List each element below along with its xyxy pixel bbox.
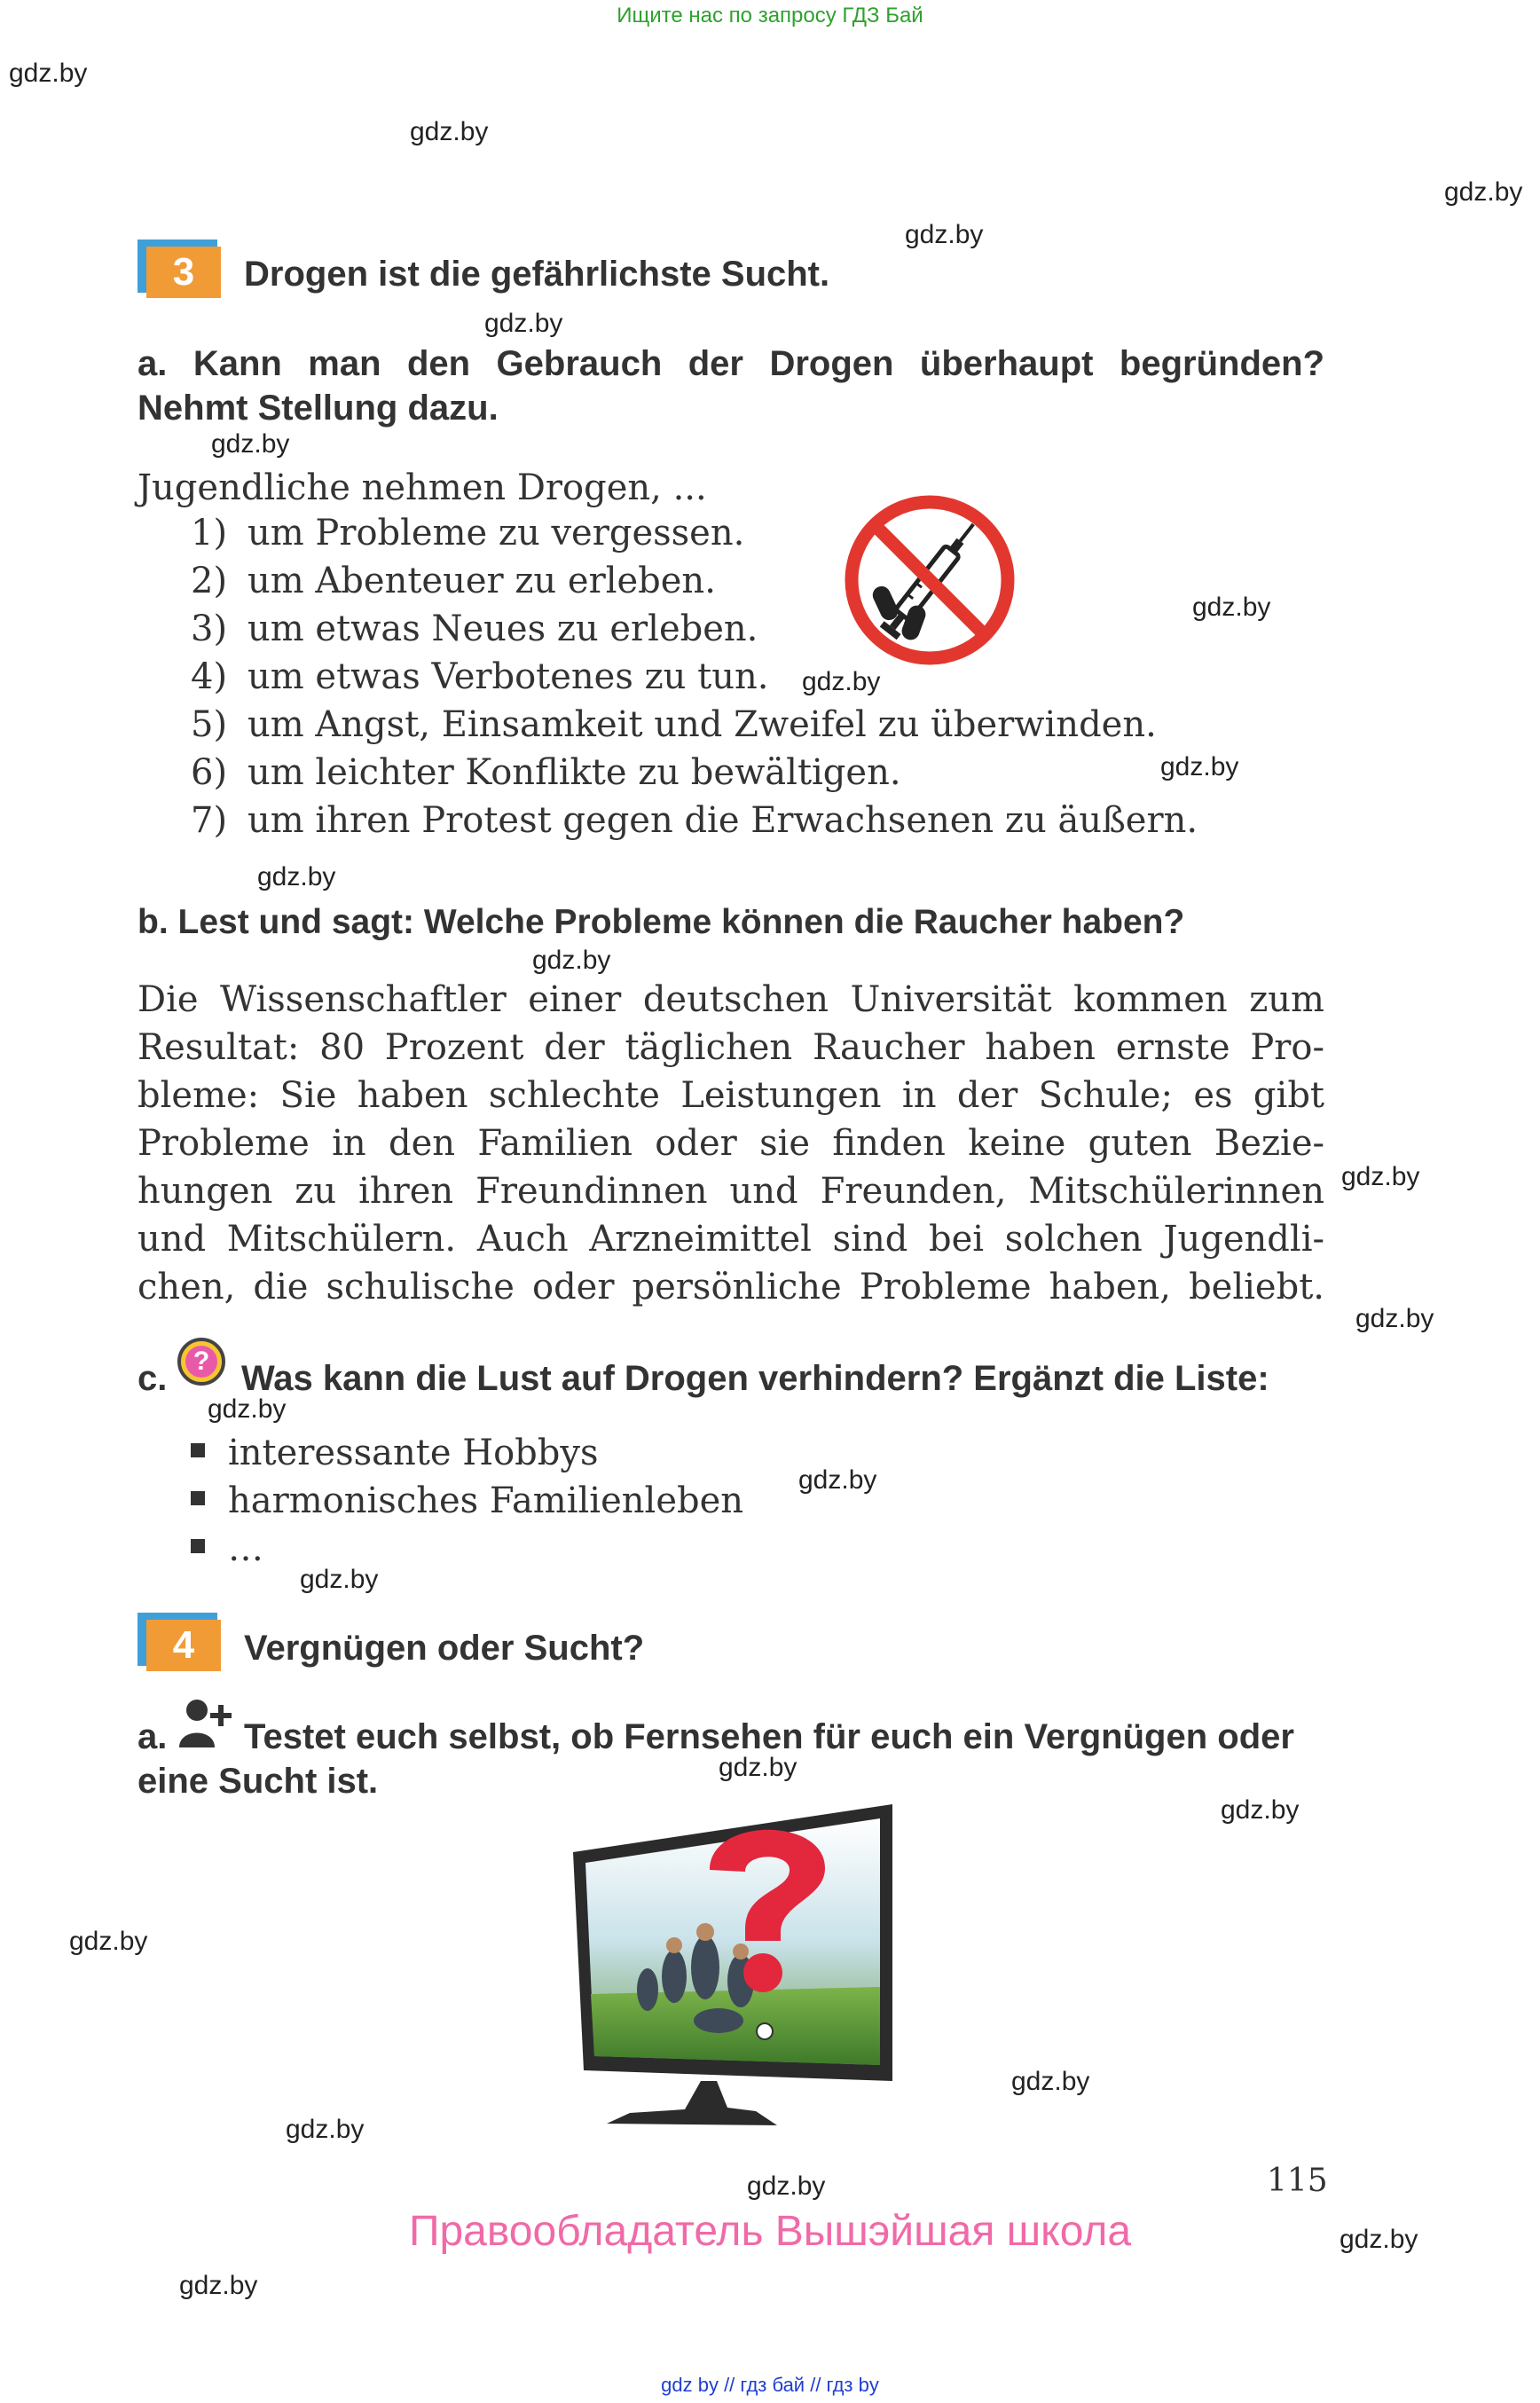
list-item: [191, 704, 1157, 745]
list-item-number: 7): [191, 800, 228, 841]
watermark: gdz.by: [1221, 1795, 1300, 1825]
watermark: gdz.by: [802, 667, 881, 696]
list-item-text: …: [228, 1528, 263, 1569]
list-item: [191, 609, 758, 649]
paragraph-line: bleme: Sie haben schlechte Leistungen in der Schule; es gibt: [138, 1075, 1324, 1116]
list-item-number: 2): [191, 561, 228, 601]
watermark: gdz.by: [798, 1465, 877, 1495]
watermark: gdz.by: [1160, 752, 1239, 781]
add-person-icon: [177, 1696, 234, 1749]
list-item-text: um Angst, Einsamkeit und Zweifel zu überwinden.: [248, 704, 1157, 745]
tv-football-illustration: [568, 1799, 896, 2129]
list-item-number: 6): [191, 752, 228, 793]
section-title: Vergnügen oder Sucht?: [244, 1629, 645, 1668]
watermark: gdz.by: [208, 1394, 287, 1424]
list-item: [191, 800, 1198, 841]
section-number: 3: [146, 247, 221, 298]
page-number: 115: [1267, 2163, 1328, 2199]
list-item-text: um etwas Neues zu erleben.: [248, 609, 758, 649]
bullet-square-icon: [191, 1539, 205, 1553]
watermark: gdz.by: [286, 2115, 365, 2144]
paragraph-line: Resultat: 80 Prozent der täglichen Raucher haben ernste Pro-: [138, 1027, 1324, 1068]
list-item: [191, 752, 901, 793]
copyright-owner: Правообладатель Вышэйшая школа: [408, 2208, 1132, 2255]
paragraph-line: hungen zu ihren Freundinnen und Freunden, Mitschülerinnen: [138, 1171, 1324, 1212]
reasons-intro: Jugendliche nehmen Drogen, ...: [138, 467, 707, 508]
watermark: gdz.by: [9, 59, 88, 88]
bullet-square-icon: [191, 1491, 205, 1505]
list-item-number: 5): [191, 704, 228, 745]
list-item-number: 3): [191, 609, 228, 649]
list-item-text: um etwas Verbotenes zu tun.: [248, 656, 769, 697]
watermark: gdz.by: [1444, 177, 1523, 207]
question-icon-mark: ?: [185, 1346, 217, 1378]
list-item-text: harmonisches Familienleben: [228, 1480, 744, 1521]
list-item-number: 4): [191, 656, 228, 697]
list-item-text: um ihren Protest gegen die Erwachsenen zu äußern.: [248, 800, 1198, 841]
task-a-question-continued: eine Sucht ist.: [138, 1762, 379, 1801]
watermark: gdz.by: [1340, 2225, 1418, 2254]
watermark: gdz.by: [1011, 2067, 1090, 2096]
watermark: gdz.by: [1192, 593, 1271, 622]
task-a-label: a.: [138, 1717, 168, 1756]
task-b-question: b. Lest und sagt: Welche Probleme können die Raucher haben?: [138, 903, 1185, 941]
paragraph-line: Probleme in den Familien oder sie finden keine guten Bezie-: [138, 1123, 1324, 1164]
watermark: gdz.by: [1341, 1162, 1420, 1191]
top-note: Ищите нас по запросу ГДЗ Бай: [617, 4, 923, 27]
watermark: gdz.by: [211, 429, 290, 459]
watermark: gdz.by: [484, 309, 563, 338]
question-icon: [177, 1338, 225, 1386]
watermark: gdz.by: [532, 946, 611, 975]
watermark: gdz.by: [257, 862, 336, 891]
list-item-text: interessante Hobbys: [228, 1433, 599, 1473]
watermark: gdz.by: [179, 2271, 258, 2300]
bullet-square-icon: [191, 1443, 205, 1457]
section-number-badge: [138, 1613, 221, 1669]
task-a-question-continued: Nehmt Stellung dazu.: [138, 389, 499, 428]
list-item-text: um Probleme zu vergessen.: [248, 513, 745, 554]
section-number: 4: [146, 1620, 221, 1671]
list-item: [191, 561, 716, 601]
watermark: gdz.by: [69, 1927, 148, 1956]
list-item: [191, 656, 768, 697]
list-item: [191, 513, 744, 554]
task-c-label: c.: [138, 1359, 168, 1398]
list-item: [191, 1480, 743, 1521]
section-title: Drogen ist die gefährlichste Sucht.: [244, 255, 830, 294]
bottom-note: gdz by // гдз бай // гдз by: [661, 2374, 879, 2396]
watermark: gdz.by: [719, 1753, 798, 1782]
paragraph-line: und Mitschülern. Auch Arzneimittel sind bei solchen Jugendli-: [138, 1219, 1324, 1260]
list-item-number: 1): [191, 513, 228, 554]
watermark: gdz.by: [300, 1565, 379, 1594]
paragraph-line: chen, die schulische oder persönliche Probleme haben, beliebt.: [138, 1267, 1324, 1308]
paragraph-line: Die Wissenschaftler einer deutschen Universität kommen zum: [138, 979, 1324, 1020]
watermark: gdz.by: [905, 220, 984, 249]
list-item-text: um leichter Konflikte zu bewältigen.: [248, 752, 901, 793]
task-c-question: Was kann die Lust auf Drogen verhindern? Ergänzt die Liste:: [241, 1359, 1269, 1398]
list-item-text: um Abenteuer zu erleben.: [248, 561, 716, 601]
no-drugs-sign-icon: [843, 493, 1017, 667]
section-number-badge: [138, 240, 221, 296]
list-item: [191, 1433, 599, 1473]
task-a-question: Testet euch selbst, ob Fernsehen für euch ein Vergnügen oder: [244, 1717, 1294, 1756]
watermark: gdz.by: [747, 2171, 826, 2201]
watermark: gdz.by: [1355, 1304, 1434, 1333]
list-item: [191, 1528, 263, 1569]
task-a-question: a. Kann man den Gebrauch der Drogen überhaupt begründen?: [138, 344, 1324, 383]
watermark: gdz.by: [410, 117, 489, 146]
